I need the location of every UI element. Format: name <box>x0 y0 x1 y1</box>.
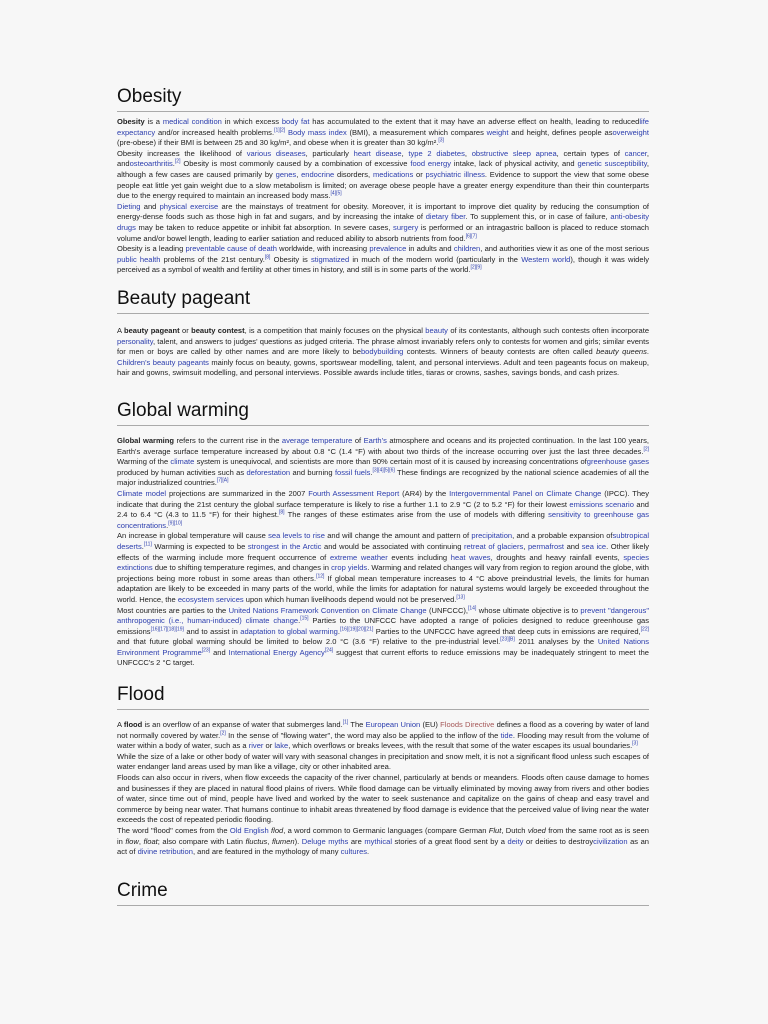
wiki-link[interactable]: prevalence <box>369 244 407 254</box>
text-run: . Evidence to support the view that some obese people eat little yet gain weight due to a slow metabolism is limited; on average obese people have a greater energy expenditure than their thin counterparts due to the energy required to maintain an increased body mass. <box>117 169 649 201</box>
text-run: , is a competition that mainly focuses on the physical <box>244 326 426 335</box>
wiki-link[interactable]: Fourth Assessment Report <box>308 488 400 498</box>
text-run: These findings are recognized by the national science academies of all the major industrialized countries. <box>117 467 649 488</box>
wiki-link[interactable]: extreme weather <box>329 552 388 562</box>
wiki-link[interactable]: heart disease <box>353 148 402 158</box>
text-run: Most countries are parties to the <box>117 605 229 615</box>
wiki-link[interactable]: food energy <box>410 159 452 169</box>
text-run: . <box>141 541 144 551</box>
text-run: An increase in global temperature will cause <box>117 531 269 541</box>
text-run: and <box>140 201 160 211</box>
text-run: contests. Winners of beauty contests are often called <box>403 347 597 357</box>
text-run: Obesity is <box>270 254 311 264</box>
paragraph <box>117 244 649 276</box>
citation-link[interactable]: [24] <box>324 647 334 654</box>
citation-link[interactable]: [14] <box>468 604 477 611</box>
wiki-link[interactable]: medications <box>372 169 414 179</box>
text-run: (pre-obese) if their BMI is between 25 and 30 kg/m², and obese when it is greater than 30 kg/m². <box>117 138 439 148</box>
paragraph <box>117 826 649 858</box>
text-run: or <box>413 169 426 179</box>
text-run: A <box>117 326 124 335</box>
italic-term: flow <box>125 836 139 846</box>
wiki-link[interactable]: Old English <box>229 825 269 835</box>
text-run: , <box>523 541 528 551</box>
text-run: . <box>370 467 373 477</box>
text-run: A <box>117 720 124 729</box>
text-run: The word "flood" comes from the <box>117 825 230 835</box>
text-run: , and <box>117 148 650 169</box>
citation-link[interactable]: [12] <box>316 573 325 580</box>
wiki-link[interactable]: sensitivity to greenhouse gas concentrations <box>117 510 649 530</box>
bold-term: Global warming <box>117 436 174 445</box>
text-run: , <box>401 148 409 158</box>
section-heading: Obesity <box>117 86 649 112</box>
text-run: ), though it was widely perceived as a symbol of wealth and fertility at other times in history, and still is in some parts of the world. <box>117 254 649 275</box>
text-run: (UNFCCC), <box>426 605 469 615</box>
paragraph <box>117 117 649 149</box>
text-run: While the size of a lake or other body of water will vary with seasonal changes in precipitation and snow melt, it is not a significant flood unless such escapes of water endanger land areas used by man like a village, city or other inhabited area. <box>117 751 649 772</box>
citation-link[interactable]: [1][2] <box>274 127 286 134</box>
paragraph <box>117 773 649 826</box>
wiki-link[interactable]: osteoarthritis <box>129 159 173 169</box>
paragraph <box>117 436 649 489</box>
section-heading: Flood <box>117 684 649 710</box>
text-run: and to assist in <box>183 626 241 636</box>
wiki-link[interactable]: psychiatric illness <box>425 169 485 179</box>
italic-term: beauty queens <box>596 347 647 357</box>
text-run: , talent, and answers to judges' questions as judged criteria. The phrase almost invariably refers only to contests for women and girls; similar events for men or boys are called by other names and are more likely to be <box>117 336 649 357</box>
paragraph <box>117 149 649 202</box>
wiki-link[interactable]: divine retribution <box>137 847 193 857</box>
citation-link[interactable]: [1] <box>342 719 349 726</box>
wiki-link[interactable]: retreat of glaciers <box>464 541 524 551</box>
citation-link[interactable]: [6][7] <box>465 233 477 240</box>
wiki-link[interactable]: civilization <box>593 836 628 846</box>
text-run: 2011 analyses by the <box>514 637 598 647</box>
citation-link[interactable]: [2] <box>220 730 226 737</box>
text-run: , droughts and heavy rainfall events, <box>490 552 624 562</box>
wiki-link[interactable]: genetic susceptibility <box>577 159 647 169</box>
wiki-link[interactable]: Intergovernmental Panel on Climate Change <box>449 488 602 498</box>
wiki-link[interactable]: emissions scenario <box>569 499 634 509</box>
wiki-link[interactable]: endocrine <box>301 169 335 179</box>
wiki-link[interactable]: genes <box>275 169 297 179</box>
text-run: or deities to destroy <box>523 836 594 846</box>
text-run: has accumulated to the extent that it may have an adverse effect on health, leading to reduced <box>309 117 640 126</box>
wiki-link[interactable]: cancer <box>624 148 647 158</box>
text-run: . Warming and related changes will vary from region to region around the globe, with projections being more robust in some areas than others. <box>117 563 650 583</box>
citation-link[interactable]: [2] <box>643 446 649 453</box>
text-run: system is unequivocal, and scientists are more than 90% certain most of it is caused by increasing concentrations of <box>194 457 587 467</box>
paragraph <box>117 720 649 752</box>
wiki-link[interactable]: various diseases <box>246 148 306 158</box>
text-run: as an act of <box>117 836 650 857</box>
text-run: Parties to the UNFCCC have adopted a range of policies designed to reduce greenhouse gas emissions <box>117 616 649 636</box>
wiki-link[interactable]: anti-obesity drugs <box>117 212 649 232</box>
text-run: and will change the amount and pattern of <box>324 531 472 541</box>
bold-term: flood <box>123 720 143 729</box>
text-run: , certain types of <box>556 148 625 158</box>
text-run: , Dutch <box>501 825 528 835</box>
text-run: mainly focus on beauty, gowns, sportswear modelling, talent, and personal interviews. Adult and teen pageants focus on makeup, hair and gowns, swimsuit modelling, and personal interviews. Possible awards include titles, tiaras or crowns, sashes, savings bonds, and cash prizes. <box>117 357 649 378</box>
wiki-link[interactable]: species extinctions <box>117 552 649 573</box>
text-run: upon which human livelihoods depend would not be preserved. <box>243 594 457 604</box>
wiki-link[interactable]: European Union <box>365 720 421 729</box>
text-run: (IPCC). They indicate that during the 21st century the global surface temperature is likely to rise a further 1.1 to 2.9 °C (2 to 5.2 °F) for their lowest <box>117 488 649 509</box>
text-run: , <box>464 148 472 158</box>
bold-term: beauty contest <box>191 326 245 335</box>
wiki-link[interactable]: body fat <box>281 117 310 126</box>
wiki-link[interactable]: adaptation to global warming <box>240 626 338 636</box>
citation-link[interactable]: [8] <box>264 254 271 261</box>
text-run: . Other likely effects of the warming include more frequent occurrence of <box>117 541 649 562</box>
text-run: stories of a great flood sent by a <box>392 836 508 846</box>
text-run: atmosphere and oceans and its projected continuation. In the last 100 years, Earth's average surface temperature increased by about 0.8 °C (1.4 °F) with about two thirds of the increase occurring over just the last three decades. <box>117 436 649 456</box>
text-run: (EU) <box>420 720 441 729</box>
wiki-link[interactable]: fossil fuels <box>334 467 371 477</box>
wiki-link[interactable]: Earth's <box>363 436 387 445</box>
wiki-link[interactable]: overweight <box>612 127 649 137</box>
text-run: and burning <box>290 467 335 477</box>
text-run: , <box>296 169 302 179</box>
wiki-link[interactable]: physical exercise <box>159 201 219 211</box>
citation-link[interactable]: [9][10] <box>168 520 183 527</box>
text-run: problems of the 21st century. <box>160 254 265 264</box>
section-global-warming <box>117 400 649 669</box>
wiki-link[interactable]: personality <box>117 336 153 346</box>
wiki-link[interactable]: mythical <box>364 836 392 846</box>
citation-link[interactable]: [16][17][18][19] <box>150 626 184 633</box>
wiki-link[interactable]: United Nations Framework Convention on Climate Change <box>228 605 427 615</box>
text-run: and <box>564 541 582 551</box>
wiki-link[interactable]: Dieting <box>117 201 141 211</box>
wiki-link[interactable]: children <box>453 244 481 254</box>
wiki-link[interactable]: average temperature <box>281 436 353 445</box>
text-run: Obesity is a leading <box>117 244 186 254</box>
text-run: . <box>172 159 175 169</box>
italic-term: flod <box>271 825 284 835</box>
text-run: are <box>348 836 365 846</box>
text-run: , and authorities view it as one of the most serious <box>480 244 649 254</box>
section-flood <box>117 684 649 858</box>
text-run: Obesity increases the likelihood of <box>117 148 247 158</box>
section-body <box>117 720 649 858</box>
text-run: Floods can also occur in rivers, when flow exceeds the capacity of the river channel, particularly at bends or meanders. Floods often cause damage to homes and businesses if they are placed in natural flood plains of rivers. While flood damage can be virtually eliminated by moving away from rivers and other bodies of water, since time out of mind, people have lived and worked by the water to seek sustenance and capitalize on the gains of cheap and easy travel and commerce by being near water. That humans continue to inhabit areas threatened by flood damage is evidence that the perceived value of living near the water exceeds the cost of repeated periodic flooding. <box>117 772 649 825</box>
text-run: Warming of the <box>117 457 171 467</box>
text-run: Parties to the UNFCCC have agreed that deep cuts in emissions are required, <box>373 626 641 636</box>
text-run: , although a few cases are caused primarily by <box>117 159 649 179</box>
section-obesity <box>117 86 649 276</box>
text-run: . To supplement this, or in case of failure, <box>465 212 611 222</box>
section-heading: Global warming <box>117 400 649 426</box>
wiki-link[interactable]: ecosystem services <box>177 594 244 604</box>
wiki-link[interactable]: Climate model <box>117 488 167 498</box>
text-run: , <box>267 836 272 846</box>
text-run: . <box>298 616 301 626</box>
wiki-link[interactable]: Deluge myths <box>301 836 349 846</box>
paragraph <box>117 606 649 670</box>
citation-link[interactable]: [22] <box>640 626 650 633</box>
text-run: refers to the current rise in the <box>174 436 282 445</box>
text-run: ; also compare with Latin <box>157 836 246 846</box>
paragraph <box>117 202 649 244</box>
wiki-link[interactable]: medical condition <box>162 117 222 126</box>
text-run: of its contestants, although such contests often incorporate <box>447 326 650 335</box>
text-run: due to shifting temperature regimes, and changes in <box>152 563 332 573</box>
wiki-link[interactable]: International Energy Agency <box>228 647 325 657</box>
section-heading: Beauty pageant <box>117 288 649 314</box>
paragraph <box>117 531 649 605</box>
text-run: and 2.4 to 6.4 °C (4.3 to 11.5 °F) for their highest. <box>117 499 649 520</box>
text-run: events including <box>387 552 451 562</box>
text-run: ). <box>294 836 302 846</box>
wiki-link[interactable]: deforestation <box>246 467 291 477</box>
text-run: . <box>166 520 169 530</box>
wiki-link[interactable]: obstructive sleep apnea <box>471 148 557 158</box>
text-run: in adults and <box>406 244 454 254</box>
citation-link[interactable]: [13] <box>456 594 465 601</box>
text-run: whose ultimate objective is to <box>476 605 581 615</box>
text-run: and/or increased health problems. <box>155 127 275 137</box>
wiki-link[interactable]: United Nations Environment Programme <box>117 637 649 657</box>
text-run: suggest that current efforts to reduce emissions may be inadequately stringent to meet the UNFCCC's 2 °C target. <box>117 647 649 668</box>
section-heading: Crime <box>117 880 649 906</box>
citation-link[interactable]: [23][B] <box>500 636 515 643</box>
italic-term: Flut <box>488 825 502 835</box>
wiki-link[interactable]: Body mass index <box>287 127 347 137</box>
citation-link[interactable]: [2][9] <box>470 264 482 271</box>
text-run: and height, defines people as <box>508 127 613 137</box>
text-run: The <box>348 720 366 729</box>
text-run: . Flooding may result from the volume of water within a body of water, such as a <box>117 730 649 751</box>
wiki-link[interactable]: sea levels to rise <box>268 531 325 541</box>
wiki-link[interactable]: river <box>248 741 264 751</box>
text-run: may be taken to reduce appetite or inhibit fat absorption. In severe cases, <box>135 222 394 232</box>
citation-link[interactable]: [16][19][20][21] <box>339 626 374 633</box>
text-run: and would be associated with continuing <box>321 541 465 551</box>
text-run: In the sense of "flowing water", the word may also be applied to the inflow of the <box>225 730 501 740</box>
bold-term: beauty pageant <box>124 326 180 335</box>
paragraph <box>117 326 649 379</box>
wiki-link[interactable]: preventable cause of death <box>185 244 277 254</box>
citation-link[interactable]: [8] <box>278 509 285 516</box>
wiki-link[interactable]: weight <box>486 127 509 137</box>
wiki-link[interactable]: lake <box>274 741 289 751</box>
text-run: from the same root as is seen in <box>117 825 650 846</box>
wiki-link[interactable]: public health <box>117 254 161 264</box>
citation-link[interactable]: [2] <box>174 158 181 165</box>
text-run: in much of the modern world (particularly in the <box>349 254 522 264</box>
text-run: in which excess <box>221 117 282 126</box>
text-run: The ranges of these estimates arise from the use of models with differing <box>284 510 549 520</box>
section-beauty-pageant <box>117 288 649 379</box>
wiki-link[interactable]: cultures <box>340 847 368 857</box>
wiki-link[interactable]: surgery <box>393 222 419 232</box>
text-run: (BMI), a measurement which compares <box>346 127 487 137</box>
text-run: projections are summarized in the 2007 <box>166 488 309 498</box>
citation-link[interactable]: [4][5] <box>330 190 342 197</box>
wiki-link[interactable]: crop yields <box>331 563 368 573</box>
section-body <box>117 436 649 669</box>
wiki-link[interactable]: bodybuilding <box>360 347 404 357</box>
wiki-link[interactable]: subtropical deserts <box>117 531 649 551</box>
paragraph <box>117 489 649 531</box>
section-body <box>117 326 649 379</box>
wiki-link[interactable]: Western world <box>521 254 571 264</box>
paragraph <box>117 752 649 773</box>
section-crime <box>117 880 649 906</box>
section-body <box>117 117 649 276</box>
citation-link[interactable]: [3] <box>632 740 638 747</box>
italic-term: float <box>143 836 158 846</box>
wiki-link[interactable]: tide <box>500 730 513 740</box>
italic-term: flumen <box>271 836 295 846</box>
text-run: disorders, <box>334 169 373 179</box>
wiki-link[interactable]: deity <box>507 836 524 846</box>
bold-term: Obesity <box>117 117 145 126</box>
text-run: defines a flood as a covering by water of land not normally covered by water. <box>117 720 649 740</box>
citation-link[interactable]: [7][A] <box>216 477 229 484</box>
text-run: , <box>138 836 144 846</box>
wiki-link[interactable]: dietary fiber <box>425 212 466 222</box>
wiki-link[interactable]: heat waves <box>450 552 491 562</box>
wiki-link[interactable]: Children's beauty pageants <box>117 357 209 367</box>
wiki-link[interactable]: type 2 diabetes <box>408 148 465 158</box>
text-run: and that future global warming should be limited to below 2.0 °C (3.6 °F) relative to the pre-industrial level. <box>117 637 501 647</box>
text-run: is a <box>144 117 163 126</box>
wiki-link[interactable]: precipitation <box>471 531 513 541</box>
citation-link[interactable]: [3][4][5][6] <box>372 467 395 474</box>
text-run: (AR4) by the <box>399 488 450 498</box>
text-run: is an overflow of an expanse of water that submerges land. <box>142 720 343 729</box>
wiki-link[interactable]: sea ice <box>581 541 607 551</box>
wiki-link[interactable]: permafrost <box>527 541 565 551</box>
citation-link[interactable]: [23] <box>201 647 211 654</box>
text-run: or <box>179 326 192 335</box>
text-run: . <box>367 847 370 857</box>
text-run: . <box>337 626 340 636</box>
text-run: and <box>210 647 229 657</box>
wiki-link[interactable]: greenhouse gases <box>586 457 649 467</box>
wiki-link[interactable]: beauty <box>425 326 448 335</box>
text-run: or <box>263 741 275 751</box>
text-run: , particularly <box>305 148 354 158</box>
italic-term: fluctus <box>245 836 268 846</box>
text-run: , and a probable expansion of <box>512 531 613 541</box>
text-run: Obesity is most commonly caused by a combination of excessive <box>180 159 411 169</box>
text-run: , a word common to Germanic languages (compare German <box>283 825 489 835</box>
text-run: , which overflows or breaks levees, with the result that some of the water escapes its usual boundaries. <box>288 741 633 751</box>
text-run: are the mainstays of treatment for obesity. Moreover, it is important to improve diet quality by reducing the consumption of energy-dense foods such as those high in fat and sugars, and by increasing the intake of <box>117 201 649 222</box>
citation-link[interactable]: [3] <box>438 137 444 144</box>
text-run: is performed or an intragastric balloon is placed to reduce stomach volume and/or bowel length, leading to earlier satiation and reduced ability to absorb nutrients from food. <box>117 222 649 243</box>
text-run: worldwide, with increasing <box>276 244 370 254</box>
wiki-link[interactable]: prevent "dangerous" anthropogenic (i.e., human-induced) climate change <box>117 605 649 626</box>
italic-term: vloed <box>527 825 546 835</box>
text-run: . <box>646 347 649 357</box>
text-run: intake, lack of physical activity, and <box>451 159 578 169</box>
text-run: If global mean temperature increases to 4 °C above preindustrial levels, the limits for human adaptation are likely to be exceeded in many parts of the world, while the limits for adaptation for natural systems would largely be exceeded throughout the world. Hence, the <box>117 573 649 604</box>
text-run: produced by human activities such as <box>117 467 247 477</box>
wiki-link[interactable]: life expectancy <box>117 117 649 137</box>
text-run: Warming is expected to be <box>151 541 248 551</box>
text-run: , and are featured in the mythology of many <box>192 847 341 857</box>
wiki-link[interactable]: climate <box>170 457 195 467</box>
text-run: of <box>352 436 364 445</box>
wiki-link[interactable]: stigmatized <box>311 254 350 264</box>
wiki-link-missing[interactable]: Floods Directive <box>440 720 495 729</box>
wiki-link[interactable]: strongest in the Arctic <box>247 541 322 551</box>
citation-link[interactable]: [11] <box>143 541 152 548</box>
citation-link[interactable]: [15] <box>300 615 309 622</box>
